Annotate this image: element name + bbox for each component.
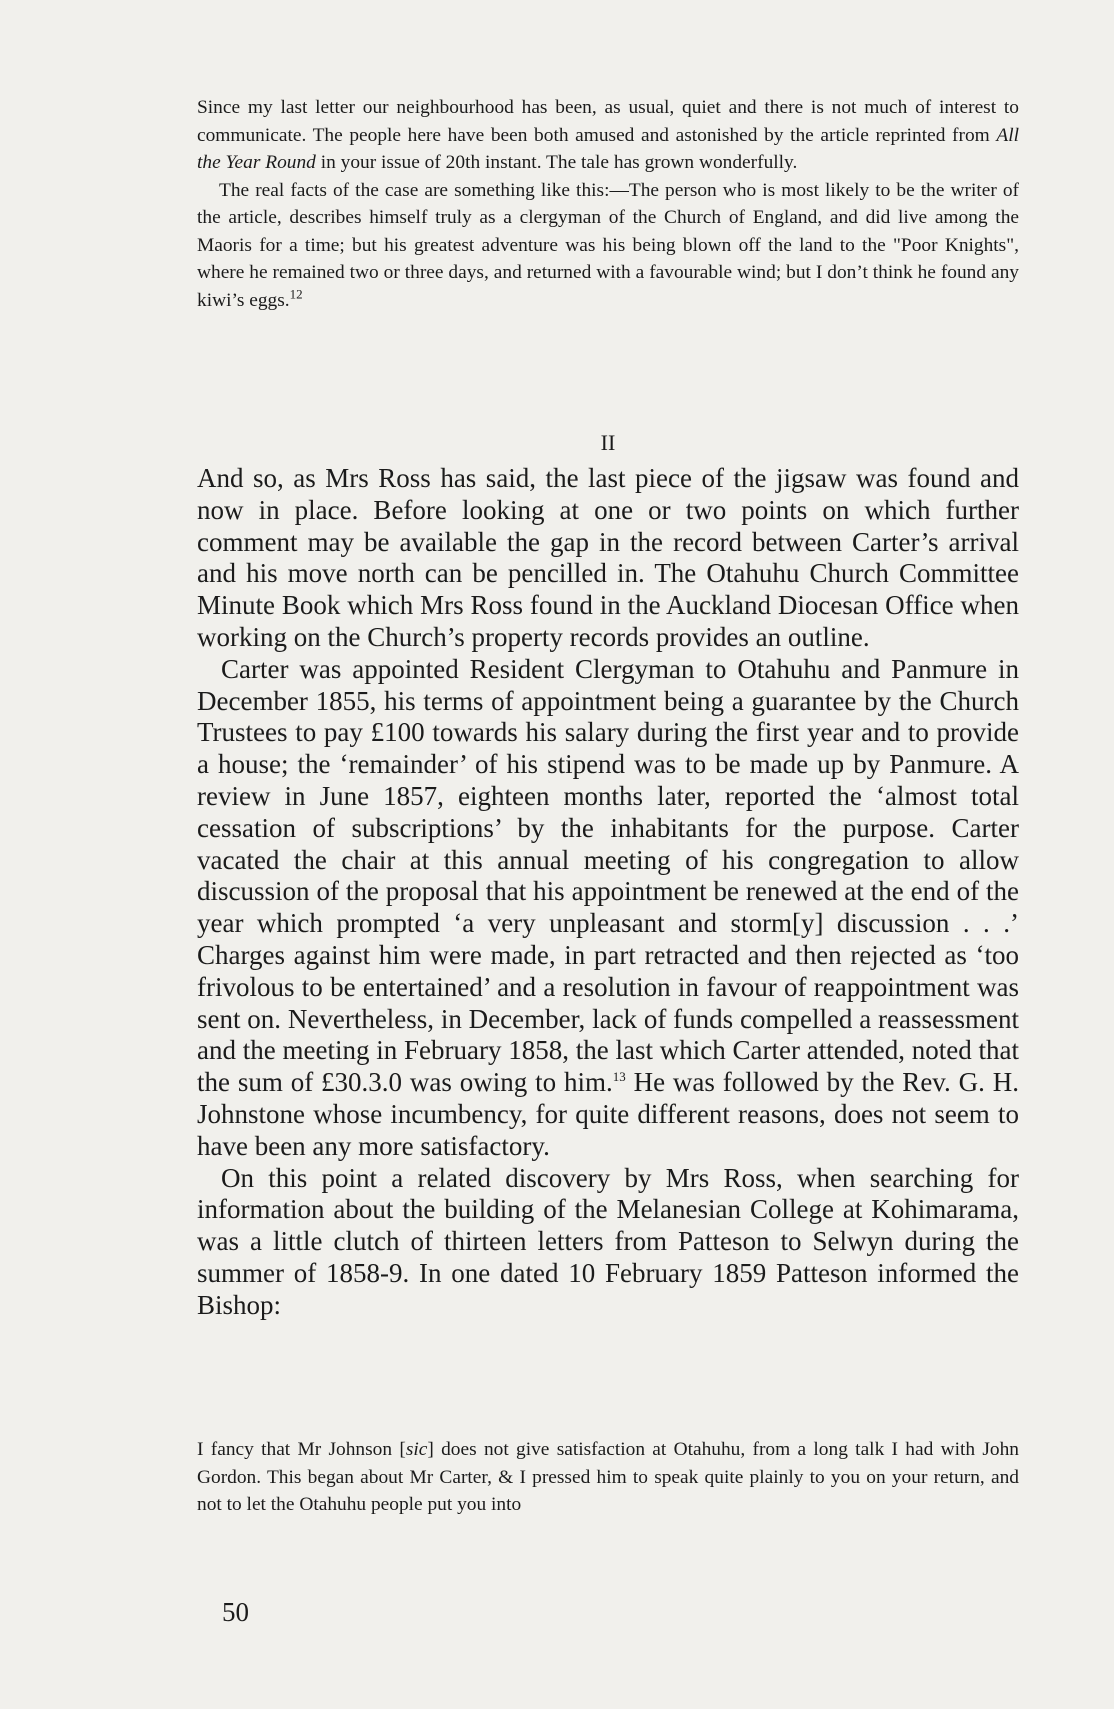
body-paragraph: Carter was appointed Resident Clergyman to Otahuhu and Panmure in December 1855, his terms of appointment being a guarantee by the Church Trustees to pay £100 towards his salary during the first year and to provide a house; the ‘remainder’ of his stipend was to be made up by Panmure. A review in June 1857, eighteen months later, reported the ‘almost total cessation of subscriptions’ by the inhabitants for the purpose. Carter vacated the chair at this annual meeting of his congregation to allow discussion of the proposal that his appointment be renewed at the end of the year which prompted ‘a very unpleasant and storm[y] discussion . . .’ Charges against him were made, in part retracted and then rejected as ‘too frivolous to be entertained’ and a resolution in favour of reappointment was sent on. Nevertheless, in December, lack of funds compelled a reassessment and the meeting in February 1858, the last which Carter attended, noted that the sum of £30.3.0 was owing to him.$^{13}$ He was followed by the Rev. G. H. Johnstone whose incumbency, for quite different reasons, does not seem to have been any more satisfactory. (197, 653, 1020, 1161)
footnote-ref: 13 (612, 1069, 626, 1085)
body-paragraph: On this point a related discovery by Mrs Ross, when searching for information about the building of the Melanesian College at Kohimarama, was a little clutch of thirteen letters from Patteson to Selwyn during the summer of 1858-9. In one dated 10 February 1859 Patteson informed the Bishop: (197, 1162, 1019, 1320)
quote-paragraph: The real facts of the case are something like this:—The person who is most likely to be the writer of the article, describes himself truly as a clergyman of the Church of England, and did live among the Maoris for a time; but his greatest adventure was his being blown off the land to the "Poor Knights", where he remained two or three days, and returned with a favourable wind; but I don’t think he found any kiwi’s eggs.$^{12}$ (197, 179, 1019, 311)
quote-paragraph: Since my last letter our neighbourhood has been, as usual, quiet and there is not much of interest to communicate. The people here have been both amused and astonished by the article reprinted from All the Year Round in your issue of 20th instant. The tale has grown wonderfully. (197, 97, 1019, 173)
body-text (197, 463, 1019, 1322)
block-quote-letter (197, 94, 1019, 314)
footnote-ref: 12 (289, 286, 303, 302)
body-paragraph: And so, as Mrs Ross has said, the last piece of the jigsaw was found and now in place. Before looking at one or two points on which further comment may be available the gap in the record between Carter’s arrival and his move north can be pencilled in. The Otahuhu Church Committee Minute Book which Mrs Ross found in the Auckland Diocesan Office when working on the Church’s property records provides an outline. (197, 463, 1019, 652)
block-quote-patteson (197, 1436, 1019, 1519)
page-number: 50 (222, 1597, 249, 1627)
section-heading: II (600, 430, 616, 455)
periodical-title: All the Year Round (197, 124, 1019, 173)
quote-paragraph: I fancy that Mr Johnson [sic] does not give satisfaction at Otahuhu, from a long talk I had with John Gordon. This began about Mr Carter, & I pressed him to speak quite plainly to you on your return, and not to let the Otahuhu people put you into (197, 1439, 1020, 1515)
